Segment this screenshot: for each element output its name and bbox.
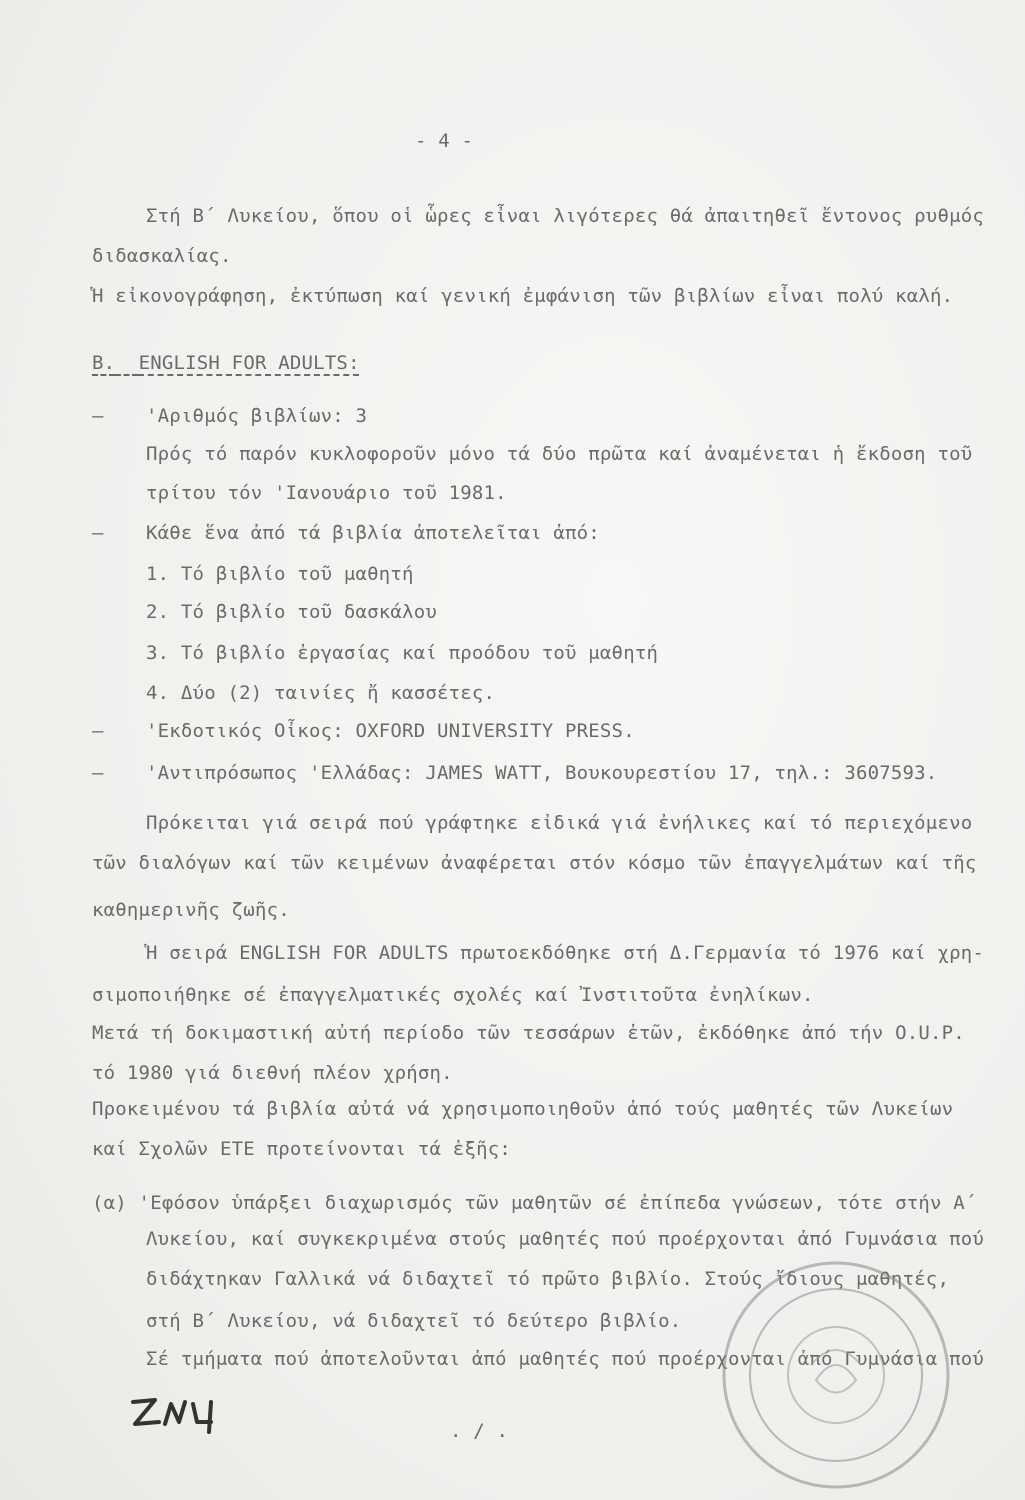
body-line-4: Ἡ σειρά ENGLISH FOR ADULTS πρωτοεκδόθηκε στή Δ.Γερμανία τό 1976 καί χρη- bbox=[146, 942, 985, 964]
bullet-dash: – bbox=[92, 405, 104, 427]
body-line-9: καί Σχολῶν ΕΤΕ προτείνονται τά ἑξῆς: bbox=[92, 1138, 512, 1160]
component-item-3: 3. Τό βιβλίο ἐργασίας καί προόδου τοῦ μαθητή bbox=[146, 642, 659, 664]
publisher-line: 'Εκδοτικός Οἶκος: OXFORD UNIVERSITY PRESS. bbox=[146, 720, 635, 742]
representative-line: 'Αντιπρόσωπος 'Ελλάδας: JAMES WATT, Βουκουρεστίου 17, τηλ.: 3607593. bbox=[146, 762, 938, 784]
proposal-line-5: Σέ τμήματα πού ἀποτελοῦνται ἀπό μαθητές πού προέρχονται ἀπό Γυμνάσια πού bbox=[146, 1348, 985, 1370]
proposal-line-4: στή Β΄ Λυκείου, νά διδαχτεῖ τό δεύτερο βιβλίο. bbox=[146, 1310, 682, 1332]
section-title: ENGLISH FOR ADULTS: bbox=[138, 352, 360, 374]
book-count-note-1: Πρός τό παρόν κυκλοφοροῦν μόνο τά δύο πρῶτα καί ἀναμένεται ἡ ἔκδοση τοῦ bbox=[146, 443, 973, 465]
section-letter: Β. bbox=[92, 352, 116, 374]
body-line-6: Μετά τή δοκιμαστική αὐτή περίοδο τῶν τεσσάρων ἐτῶν, ἐκδόθηκε ἀπό τήν O.U.P. bbox=[92, 1022, 965, 1044]
bullet-dash: – bbox=[92, 720, 104, 742]
body-line-1: Πρόκειται γιά σειρά πού γράφτηκε εἰδικά γιά ἐνήλικες καί τό περιεχόμενο bbox=[146, 812, 973, 834]
intro-line-1: Στή Β΄ Λυκείου, ὅπου οἱ ὧρες εἶναι λιγότερες θά ἀπαιτηθεῖ ἔντονος ρυθμός bbox=[146, 205, 985, 227]
body-line-2: τῶν διαλόγων καί τῶν κειμένων ἀναφέρεται στόν κόσμο τῶν ἐπαγγελμάτων καί τῆς bbox=[92, 852, 977, 874]
section-heading bbox=[92, 352, 360, 374]
body-line-3: καθημερινῆς ζωῆς. bbox=[92, 899, 290, 921]
book-count: 'Αριθμός βιβλίων: 3 bbox=[146, 405, 368, 427]
page-number: - 4 - bbox=[415, 130, 474, 152]
bullet-dash: – bbox=[92, 522, 104, 544]
intro-line-2: διδασκαλίας. bbox=[92, 245, 232, 267]
component-item-4: 4. Δύο (2) ταινίες ἤ κασσέτες. bbox=[146, 682, 496, 704]
proposal-line-3: διδάχτηκαν Γαλλικά νά διδαχτεῖ τό πρῶτο βιβλίο. Στούς ἴδιους μαθητές, bbox=[146, 1268, 950, 1290]
consists-line: Κάθε ἕνα ἀπό τά βιβλία ἀποτελεῖται ἀπό: bbox=[146, 522, 600, 544]
body-line-5: σιμοποιήθηκε σέ ἐπαγγελματικές σχολές καί Ἰνστιτοῦτα ἐνηλίκων. bbox=[92, 984, 814, 1006]
bullet-dash: – bbox=[92, 762, 104, 784]
proposal-line-1: (α) 'Εφόσον ὑπάρξει διαχωρισμός τῶν μαθητῶν σέ ἐπίπεδα γνώσεων, τότε στήν Α΄ bbox=[92, 1192, 977, 1214]
book-count-note-2: τρίτου τόν 'Ιανουάριο τοῦ 1981. bbox=[146, 482, 507, 504]
signature bbox=[125, 1388, 235, 1438]
proposal-line-2: Λυκείου, καί συγκεκριμένα στούς μαθητές πού προέρχονται ἀπό Γυμνάσια πού bbox=[146, 1228, 985, 1250]
continuation-mark: . / . bbox=[450, 1420, 509, 1442]
body-line-7: τό 1980 γιά διεθνή πλέον χρήση. bbox=[92, 1062, 453, 1084]
component-item-1: 1. Τό βιβλίο τοῦ μαθητή bbox=[146, 563, 414, 585]
official-stamp bbox=[716, 1255, 956, 1495]
intro-line-3: Ἡ εἰκονογράφηση, ἐκτύπωση καί γενική ἐμφάνιση τῶν βιβλίων εἶναι πολύ καλή. bbox=[92, 285, 954, 307]
body-line-8: Προκειμένου τά βιβλία αὐτά νά χρησιμοποιηθοῦν ἀπό τούς μαθητές τῶν Λυκείων bbox=[92, 1098, 954, 1120]
component-item-2: 2. Τό βιβλίο τοῦ δασκάλου bbox=[146, 601, 437, 623]
